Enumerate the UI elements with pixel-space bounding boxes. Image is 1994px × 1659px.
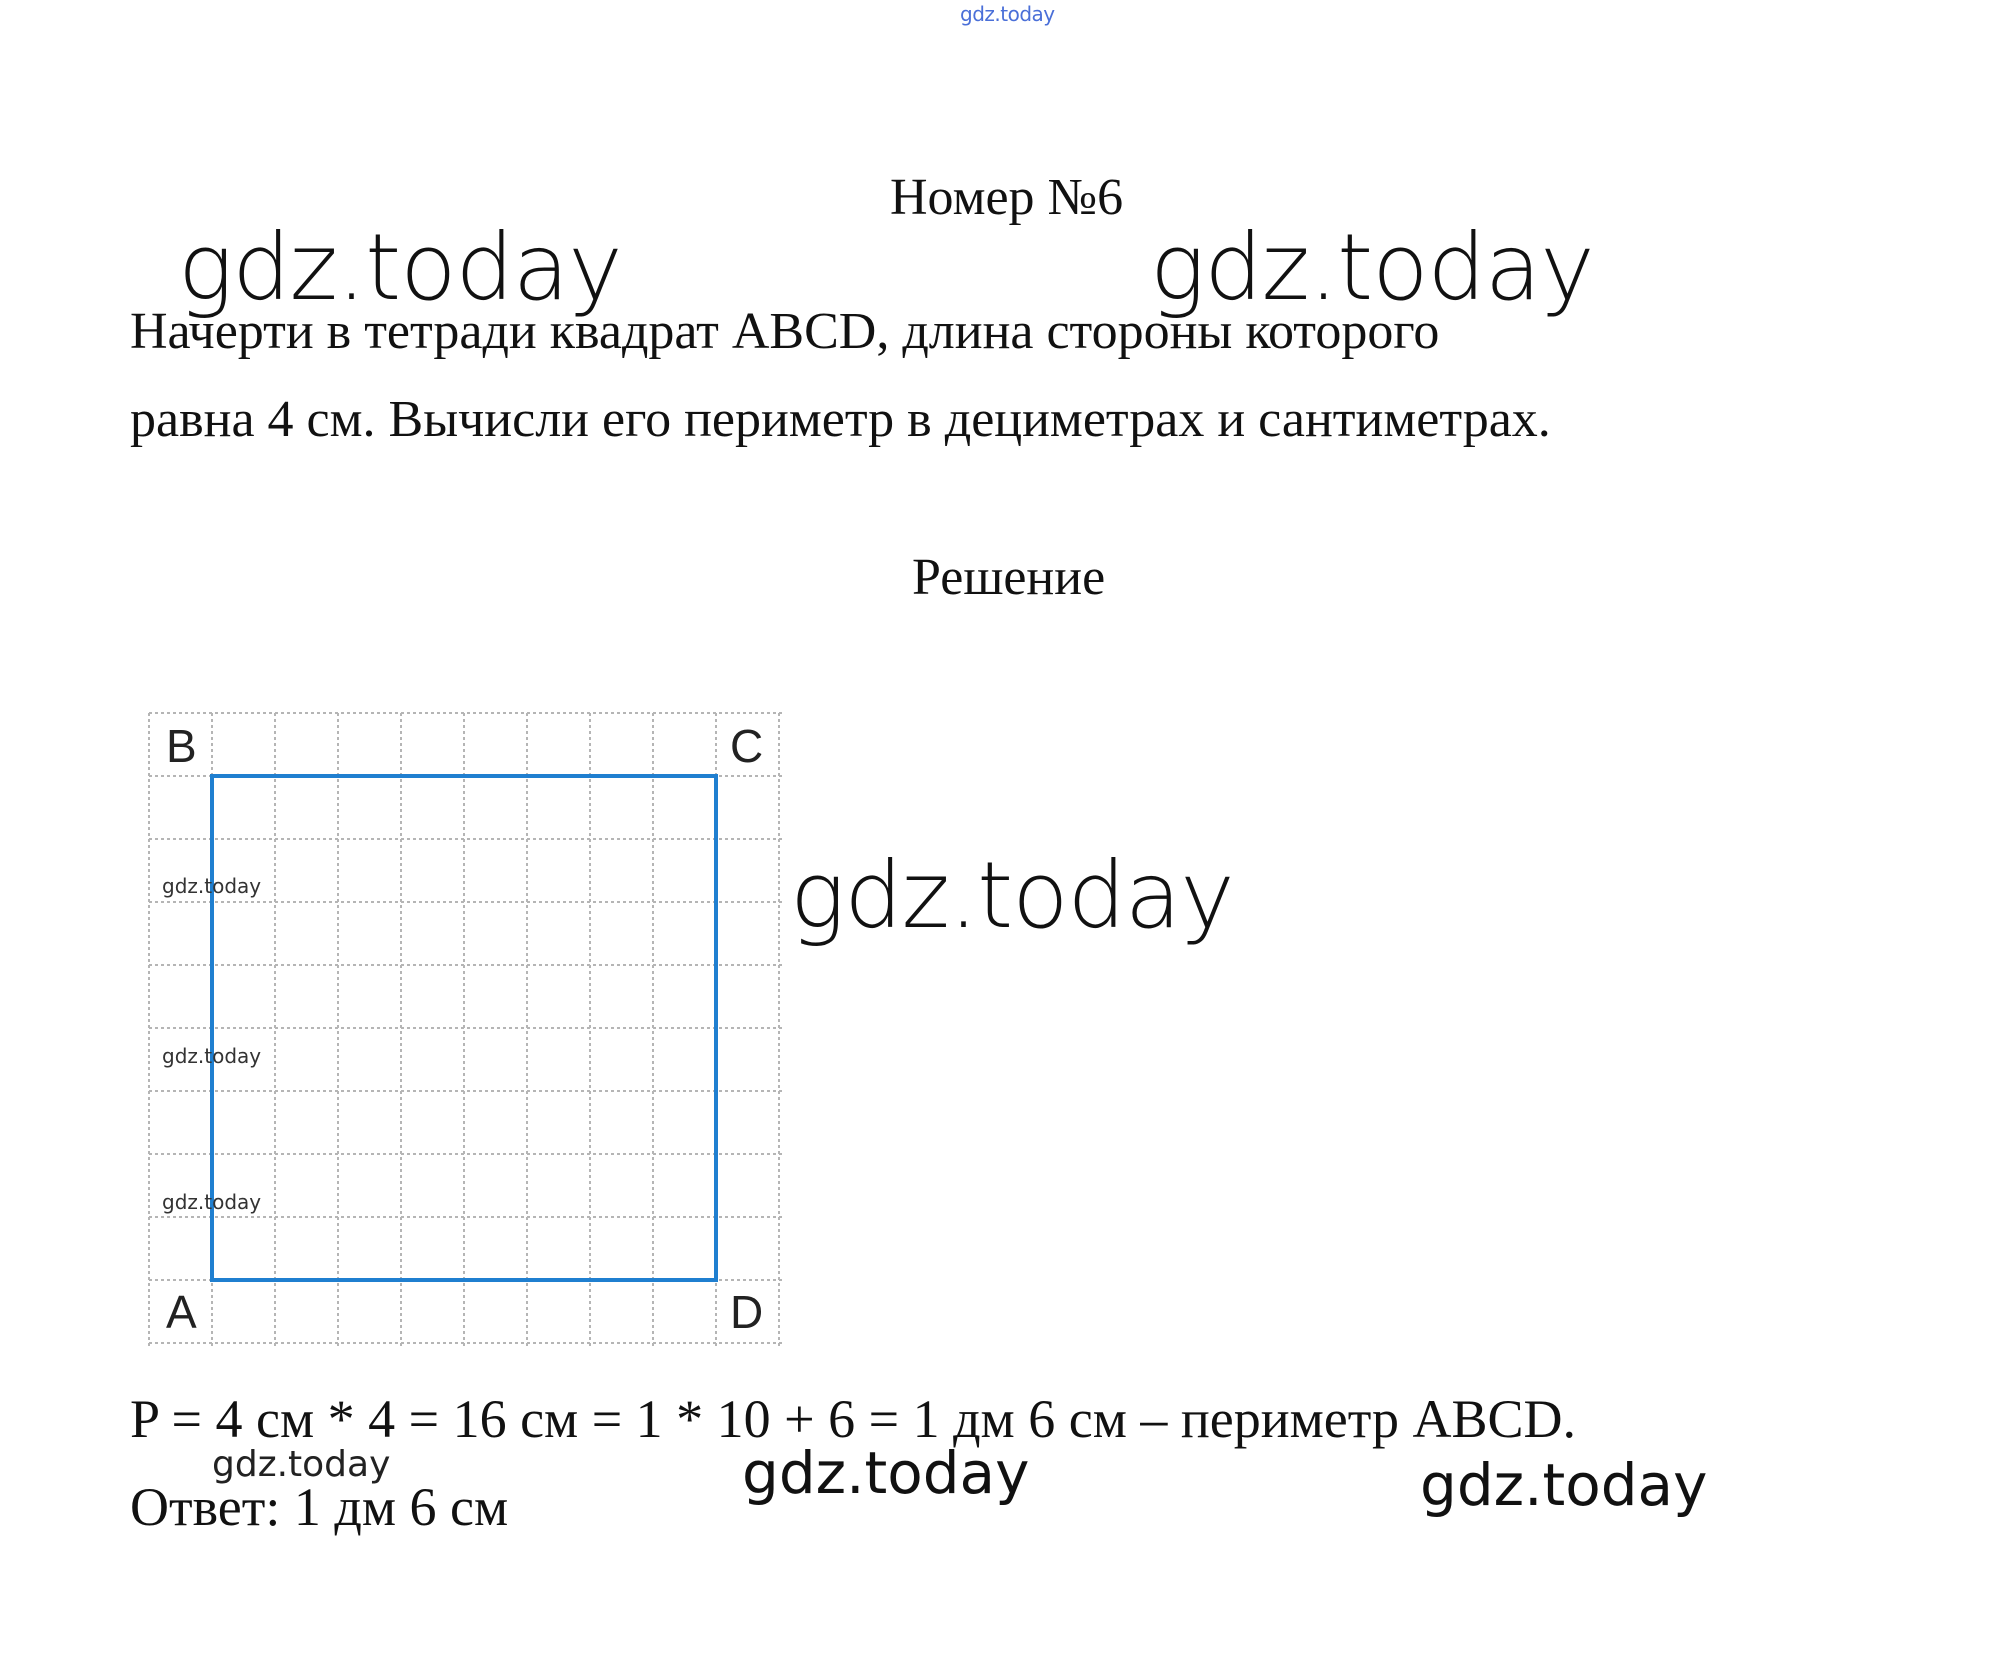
vertex-a-label: A	[166, 1286, 197, 1338]
watermark-figure-right: gdz.today	[790, 842, 1234, 949]
task-text-line-1: Начерти в тетради квадрат ABCD, длина стороны которого	[130, 303, 1440, 360]
watermark-grid-1: gdz.today	[162, 874, 262, 898]
watermark-top: gdz.today	[960, 2, 1055, 26]
vertex-c-label: C	[730, 720, 764, 772]
watermark-big-left: gdz.today	[178, 214, 622, 321]
watermark-grid-3: gdz.today	[162, 1190, 262, 1214]
vertex-b-label: B	[166, 720, 197, 772]
task-text-line-2: равна 4 см. Вычисли его периметр в дециметрах и сантиметрах.	[130, 391, 1551, 448]
watermark-big-right: gdz.today	[1150, 214, 1594, 321]
watermark-bottom-mid: gdz.today	[742, 1439, 1030, 1507]
answer-text: Ответ: 1 дм 6 см	[130, 1477, 509, 1537]
watermark-bottom-left: gdz.today	[212, 1444, 391, 1485]
formula-text: P = 4 см * 4 = 16 см = 1 * 10 + 6 = 1 дм 6 см – периметр ABCD.	[130, 1389, 1577, 1449]
grid-paper	[149, 713, 783, 1347]
vertex-d-label: D	[730, 1286, 764, 1338]
solution-heading: Решение	[912, 549, 1106, 606]
watermark-grid-2: gdz.today	[162, 1044, 262, 1068]
watermark-bottom-right: gdz.today	[1420, 1451, 1708, 1519]
page-title: Номер №6	[890, 169, 1124, 226]
square-figure	[136, 700, 796, 1360]
